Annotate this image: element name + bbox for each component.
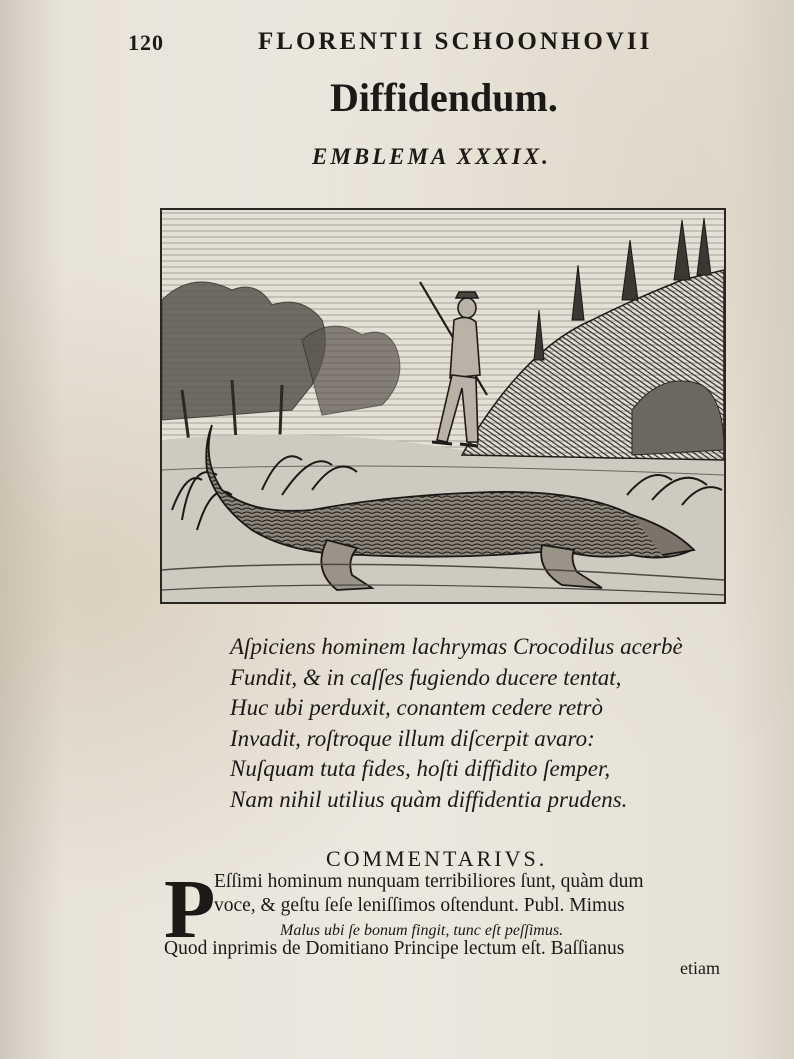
verse-line: Nam nihil utilius quàm diffidentia prudens.	[230, 786, 628, 812]
emblem-verse	[230, 632, 710, 815]
emblem-motto: Diffidendum.	[330, 75, 558, 120]
crocodile-engraving	[160, 208, 726, 604]
emblem-number: EMBLEMA XXXIX.	[312, 144, 551, 169]
engraving-illustration	[162, 210, 724, 602]
drop-cap: P	[164, 863, 216, 956]
commentary-line: Quod inprimis de Domitiano Principe lectum eſt. Baſſianus	[164, 938, 625, 959]
page-number: 120	[128, 30, 164, 55]
commentary-heading: COMMENTARIVS.	[326, 846, 548, 871]
commentary-quotation: Malus ubi ſe bonum fingit, tunc eſt peſſimus.	[280, 922, 564, 939]
verse-line: Invadit, roſtroque illum diſcerpit avaro:	[230, 725, 595, 751]
verse-line: Aſpiciens hominem lachrymas Crocodilus acerbè	[230, 634, 683, 659]
commentary-text	[214, 870, 644, 918]
commentary-line: Eſſimi hominum nunquam terribiliores ſunt, quàm dum	[214, 871, 644, 892]
verse-line: Nuſquam tuta fides, hoſti diffidito ſemper,	[230, 756, 611, 781]
verse-line: Fundit, & in caſſes fugiendo ducere tentat,	[230, 664, 622, 690]
verse-line: Huc ubi perduxit, conantem cedere retrò	[230, 695, 603, 720]
catchword: etiam	[680, 958, 720, 978]
running-head: FLORENTII SCHOONHOVII	[258, 28, 653, 55]
commentary-line: voce, & geſtu ſeſe leniſſimos oſtendunt. Publ. Mimus	[214, 895, 625, 916]
